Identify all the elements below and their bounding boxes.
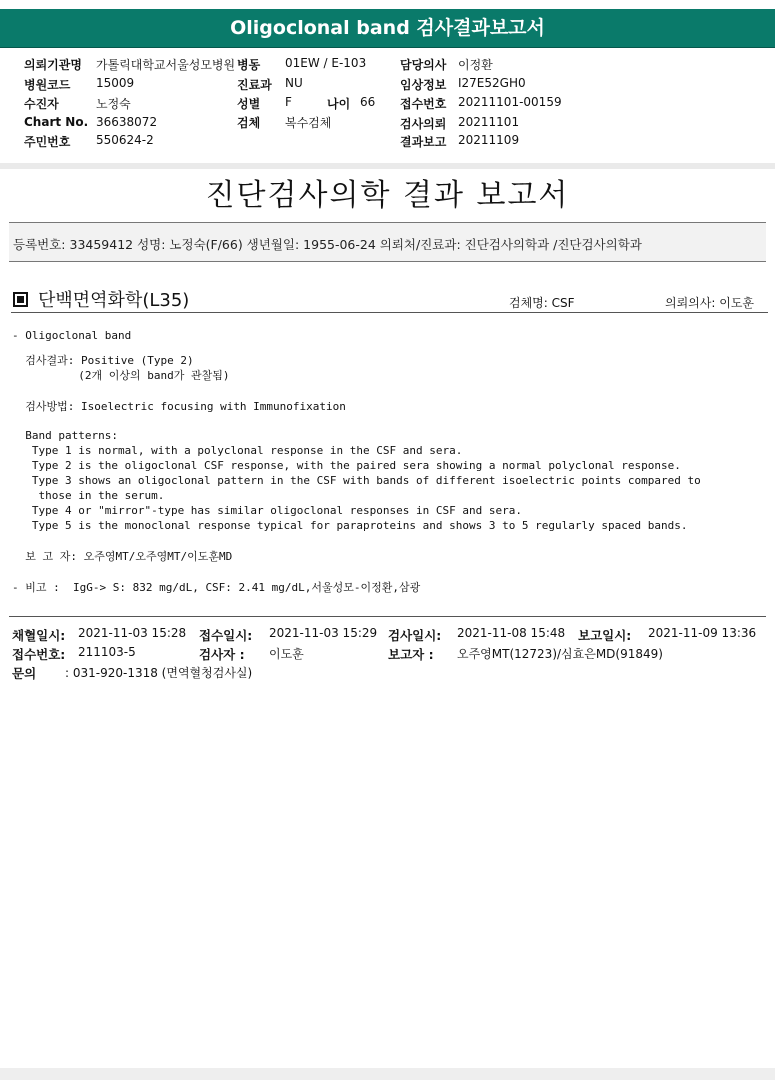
id-label: 주민번호: [24, 135, 71, 149]
ward-value: 01EW / E-103: [285, 56, 367, 70]
report-date-label: 보고일시:: [578, 628, 632, 643]
collect-value: 2021-11-03 15:28: [78, 626, 187, 640]
specimen-name: 검체명: CSF: [509, 296, 575, 310]
age-label: 나이: [327, 97, 351, 111]
pattern-type-5: Type 5 is the monoclonal response typical for paraproteins and shows 3 to 5 regularly spaced bands.: [12, 519, 688, 532]
patterns-heading: Band patterns:: [12, 429, 118, 442]
dept-value: NU: [285, 76, 303, 90]
receipt-value: 20211101-00159: [458, 95, 562, 109]
report-value: 20211109: [458, 133, 520, 147]
receipt-label: 접수번호: [400, 97, 447, 111]
receive-label: 접수일시:: [199, 628, 253, 643]
result-line-2: (2개 이상의 band가 관찰됨): [12, 369, 230, 382]
patient-value: 노정숙: [96, 97, 131, 111]
test-name: - Oligoclonal band: [12, 329, 132, 342]
title-banner: [0, 9, 775, 48]
header-separator: [0, 163, 775, 169]
tester-value: 이도훈: [269, 647, 304, 661]
clinical-value: I27E52GH0: [458, 76, 526, 90]
clinical-label: 임상정보: [400, 78, 447, 92]
patient-summary: 등록번호: 33459412 성명: 노정숙(F/66) 생년월일: 1955-06-24 의뢰처/진료과: 진단검사의학과 /진단검사의학과: [13, 237, 642, 252]
contact-label: 문의: [12, 666, 37, 681]
tester-label: 검사자 :: [199, 647, 245, 662]
note-line: - 비고 : IgG-> S: 832 mg/dL, CSF: 2.41 mg/dL,서울성모-이정환,삼광: [12, 581, 421, 594]
section-title: 단백면역화학(L35): [38, 290, 190, 311]
sex-value: F: [285, 95, 292, 109]
receipt-no-value: 211103-5: [78, 645, 136, 659]
id-value: 550624-2: [96, 133, 154, 147]
specimen-label: 검체: [237, 116, 261, 130]
section-header: [11, 286, 768, 313]
requesting-doctor: 의뢰의사: 이도훈: [665, 296, 755, 310]
result-line-1: 검사결과: Positive (Type 2): [12, 354, 194, 367]
test-value: 2021-11-08 15:48: [457, 626, 566, 640]
pattern-type-1: Type 1 is normal, with a polyclonal response in the CSF and sera.: [12, 444, 463, 457]
institution-value: 가톨릭대학교서울성모병원: [96, 58, 236, 72]
reporter-label: 보고자 :: [388, 647, 434, 662]
test-label: 검사일시:: [388, 628, 442, 643]
pattern-type-2: Type 2 is the oligoclonal CSF response, with the paired sera showing a normal polyclonal response.: [12, 459, 681, 472]
pattern-type-4: Type 4 or "mirror"-type has similar oligoclonal responses in CSF and sera.: [12, 504, 522, 517]
contact-value: : 031-920-1318 (면역혈청검사실): [65, 666, 253, 680]
square-bullet-icon: [13, 292, 28, 307]
footer-separator: [9, 616, 766, 617]
hospital-code-label: 병원코드: [24, 78, 71, 92]
report-date-value: 2021-11-09 13:36: [648, 626, 757, 640]
chart-value: 36638072: [96, 115, 158, 129]
dept-label: 진료과: [237, 78, 272, 92]
pattern-type-3a: Type 3 shows an oligoclonal pattern in the CSF with bands of different isoelectric points compared to: [12, 474, 701, 487]
reporter-value: 오주영MT(12723)/심효은MD(91849): [457, 647, 663, 661]
patient-label: 수진자: [24, 97, 59, 111]
method-line: 검사방법: Isoelectric focusing with Immunofixation: [12, 400, 346, 413]
specimen-value: 복수검체: [285, 116, 332, 130]
ward-label: 병동: [237, 58, 261, 72]
reporter-line: 보 고 자: 오주영MT/오주영MT/이도훈MD: [12, 550, 233, 563]
receipt-no-label: 접수번호:: [12, 647, 66, 662]
report-title: Oligoclonal band 검사결과보고서: [230, 17, 545, 39]
pattern-type-3b: those in the serum.: [12, 489, 165, 502]
request-label: 검사의뢰: [400, 117, 447, 131]
patient-bar: [9, 222, 766, 262]
document-title: 진단검사의학 결과 보고서: [205, 178, 570, 213]
age-value: 66: [360, 95, 376, 109]
report-label: 결과보고: [400, 135, 447, 149]
section-title-wrap: [13, 286, 189, 312]
doctor-label: 담당의사: [400, 58, 447, 72]
collect-label: 채혈일시:: [12, 628, 66, 643]
receive-value: 2021-11-03 15:29: [269, 626, 378, 640]
page-bottom-strip: [0, 1068, 775, 1080]
doctor-value: 이정환: [458, 58, 493, 72]
hospital-code-value: 15009: [96, 76, 135, 90]
request-value: 20211101: [458, 115, 520, 129]
institution-label: 의뢰기관명: [24, 58, 82, 72]
sex-label: 성별: [237, 97, 261, 111]
chart-label: Chart No.: [24, 115, 89, 129]
